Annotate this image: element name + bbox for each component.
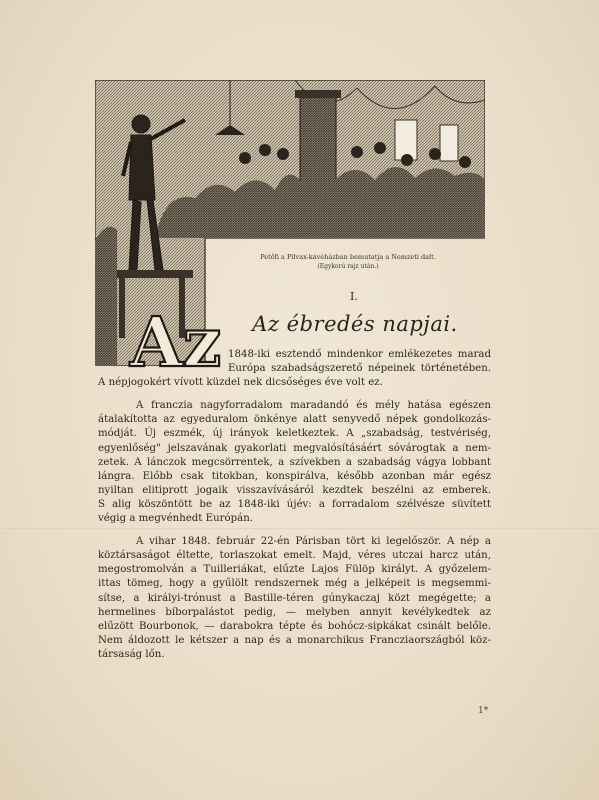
text-line: Nem áldozott le kétszer a nap és a monarchikus Francziaországból köz- — [98, 634, 491, 646]
body-text — [98, 348, 491, 662]
text-line: zetek. A lánczok megcsörrentek, a szívekben a szabadság vágya lobbant — [98, 456, 491, 468]
text-line: sítse, a királyi-trónust a Bastille-téren gúnykaczaj közt megégette; a — [98, 592, 491, 604]
text-line: elűzött Bourbonok, — darabokra tépte és bohócz-sipkákat csinált belőle. — [98, 620, 491, 632]
text-line: ittas tömeg, hogy a gyűlölt rendszernek még a jelképeit is megsemmi- — [98, 578, 491, 590]
dropcap-letters: Az — [130, 303, 222, 372]
text-line: A franczia nagyforradalom maradandó és mély hatása egészen — [136, 400, 491, 412]
text-line: hermelines bíborpalástot pedig, — melyben annyit kevélykedtek az — [98, 606, 491, 618]
paragraph-1-cont — [98, 376, 491, 390]
chapter-title: Az ébredés napjai. — [252, 312, 458, 336]
text-line: A népjogokért vívott küzdel nek dicsőséges éve volt ez. — [98, 377, 383, 389]
text-line: S alig köszöntött be az 1848-iki újév: a forradalom szélvésze süvített — [98, 498, 491, 510]
text-line: végig a megvénhedt Európán. — [98, 513, 254, 525]
caption-sub: (Egykorú rajz után.) — [317, 263, 379, 270]
text-line: társaság lőn. — [98, 648, 165, 660]
text-line: A vihar 1848. február 22-én Párisban tört ki legelőször. A nép a — [136, 536, 491, 548]
text-line: nyiltan elitiprott jogaik visszavívásáról kezdtek beszélni az emberek. — [98, 484, 491, 496]
illustration-caption — [212, 252, 484, 272]
paragraph-2 — [98, 399, 491, 526]
caption-main: Petőfi a Pilvax-kávéházban bemutatja a Nemzeti dalt. — [260, 253, 436, 261]
text-line: módját. Új eszmék, új irányok keletkeztek. A „szabadság, testvériség, — [98, 428, 491, 440]
text-line: Európa szabadságszerető népeinek történetében. — [228, 363, 491, 375]
text-line: egyenlőség" jelszavának gyakorlati megvalósításáért sóvárogtak a nem- — [98, 442, 491, 454]
paragraph-3 — [98, 535, 491, 662]
text-line: köztársaságot éltette, torlaszokat emelt. Majd, véres utczai harcz után, — [98, 550, 491, 562]
text-line: átalakította az egyeduralom önkénye alatt senyvedő népek gondolkozás- — [98, 414, 491, 426]
text-line: lángra. Előbb csak titokban, konspirálva, később azonban már egész — [98, 470, 491, 482]
text-line: 1848-iki esztendő mindenkor emlékezetes marad — [228, 349, 491, 360]
page-signature-mark: 1* — [478, 706, 489, 716]
paragraph-1 — [228, 348, 491, 376]
chapter-number: I. — [350, 290, 358, 303]
text-line: megostromolván a Tuilleriákat, elűzte Lajos Fülöp királyt. A győzelem- — [98, 564, 491, 576]
